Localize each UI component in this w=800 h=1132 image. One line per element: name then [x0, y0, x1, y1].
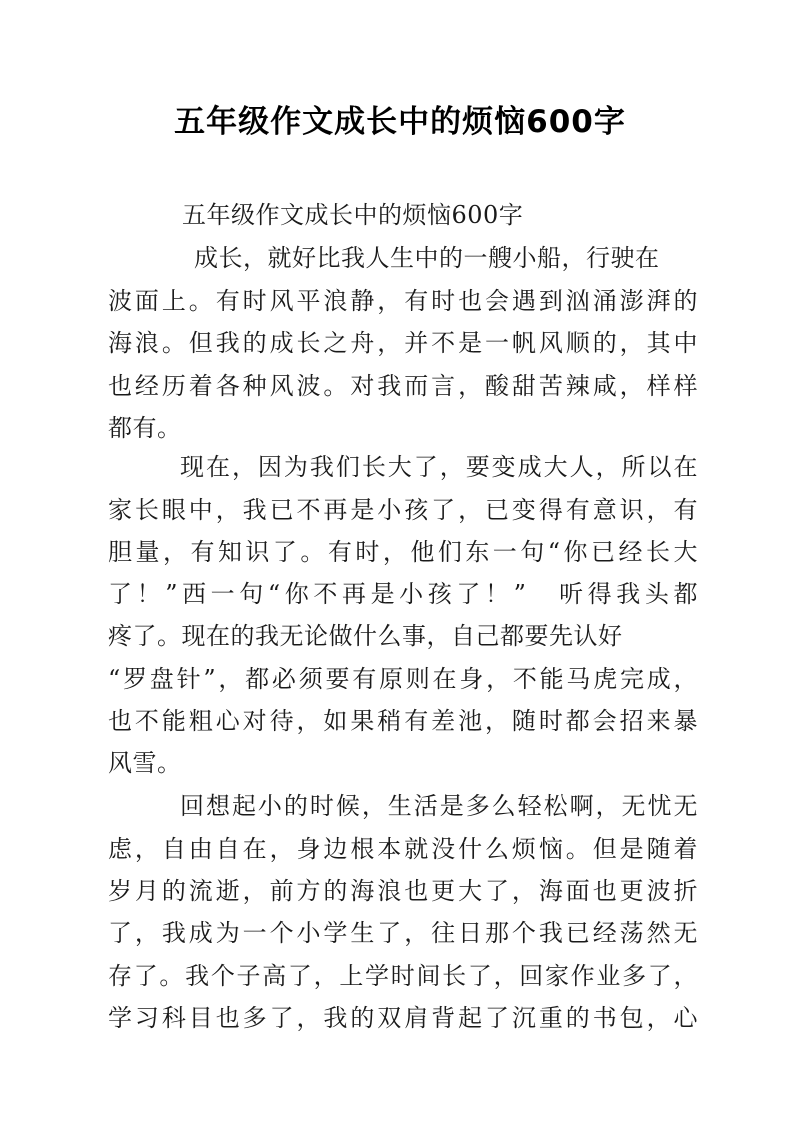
paragraph-line: 也经历着各种风波。对我而言，酸甜苦辣咸，样样: [108, 372, 698, 400]
paragraph-line: 现在，因为我们长大了，要变成大人，所以在: [180, 453, 698, 481]
paragraph-line: 岁月的流逝，前方的海浪也更大了，海面也更波折: [108, 877, 698, 905]
paragraph-line: 虑，自由自在，身边根本就没什么烦恼。但是随着: [108, 835, 698, 863]
paragraph-line: 家长眼中，我已不再是小孩了，已变得有意识，有: [108, 496, 698, 524]
document-subtitle: 五年级作文成长中的烦恼600字: [182, 201, 524, 229]
paragraph-line: 学习科目也多了，我的双肩背起了沉重的书包，心: [108, 1004, 698, 1032]
paragraph-line: “罗盘针”，都必须要有原则在身，不能马虎完成，: [108, 665, 698, 693]
paragraph-line: 胆量，有知识了。有时，他们东一句“你已经长大: [108, 538, 698, 566]
paragraph-line: 波面上。有时风平浪静，有时也会遇到汹涌澎湃的: [108, 287, 698, 315]
paragraph-line: 存了。我个子高了，上学时间长了，回家作业多了，: [108, 962, 698, 990]
paragraph-line: 海浪。但我的成长之舟，并不是一帆风顺的，其中: [108, 329, 698, 357]
paragraph-line: 都有。: [108, 414, 182, 442]
document-title: 五年级作文成长中的烦恼600字: [174, 104, 626, 140]
paragraph-line: 也不能粗心对待，如果稍有差池，随时都会招来暴: [108, 707, 698, 735]
paragraph-line: 风雪。: [108, 749, 182, 777]
paragraph-line: 成长，就好比我人生中的一艘小船，行驶在: [194, 244, 660, 272]
paragraph-line: 了！”西一句“你不再是小孩了！” 听得我头都: [108, 580, 698, 608]
paragraph-line: 回想起小的时候，生活是多么轻松啊，无忧无: [180, 792, 698, 820]
paragraph-line: 疼了。现在的我无论做什么事，自己都要先认好: [108, 622, 623, 650]
paragraph-line: 了，我成为一个小学生了，往日那个我已经荡然无: [108, 919, 698, 947]
